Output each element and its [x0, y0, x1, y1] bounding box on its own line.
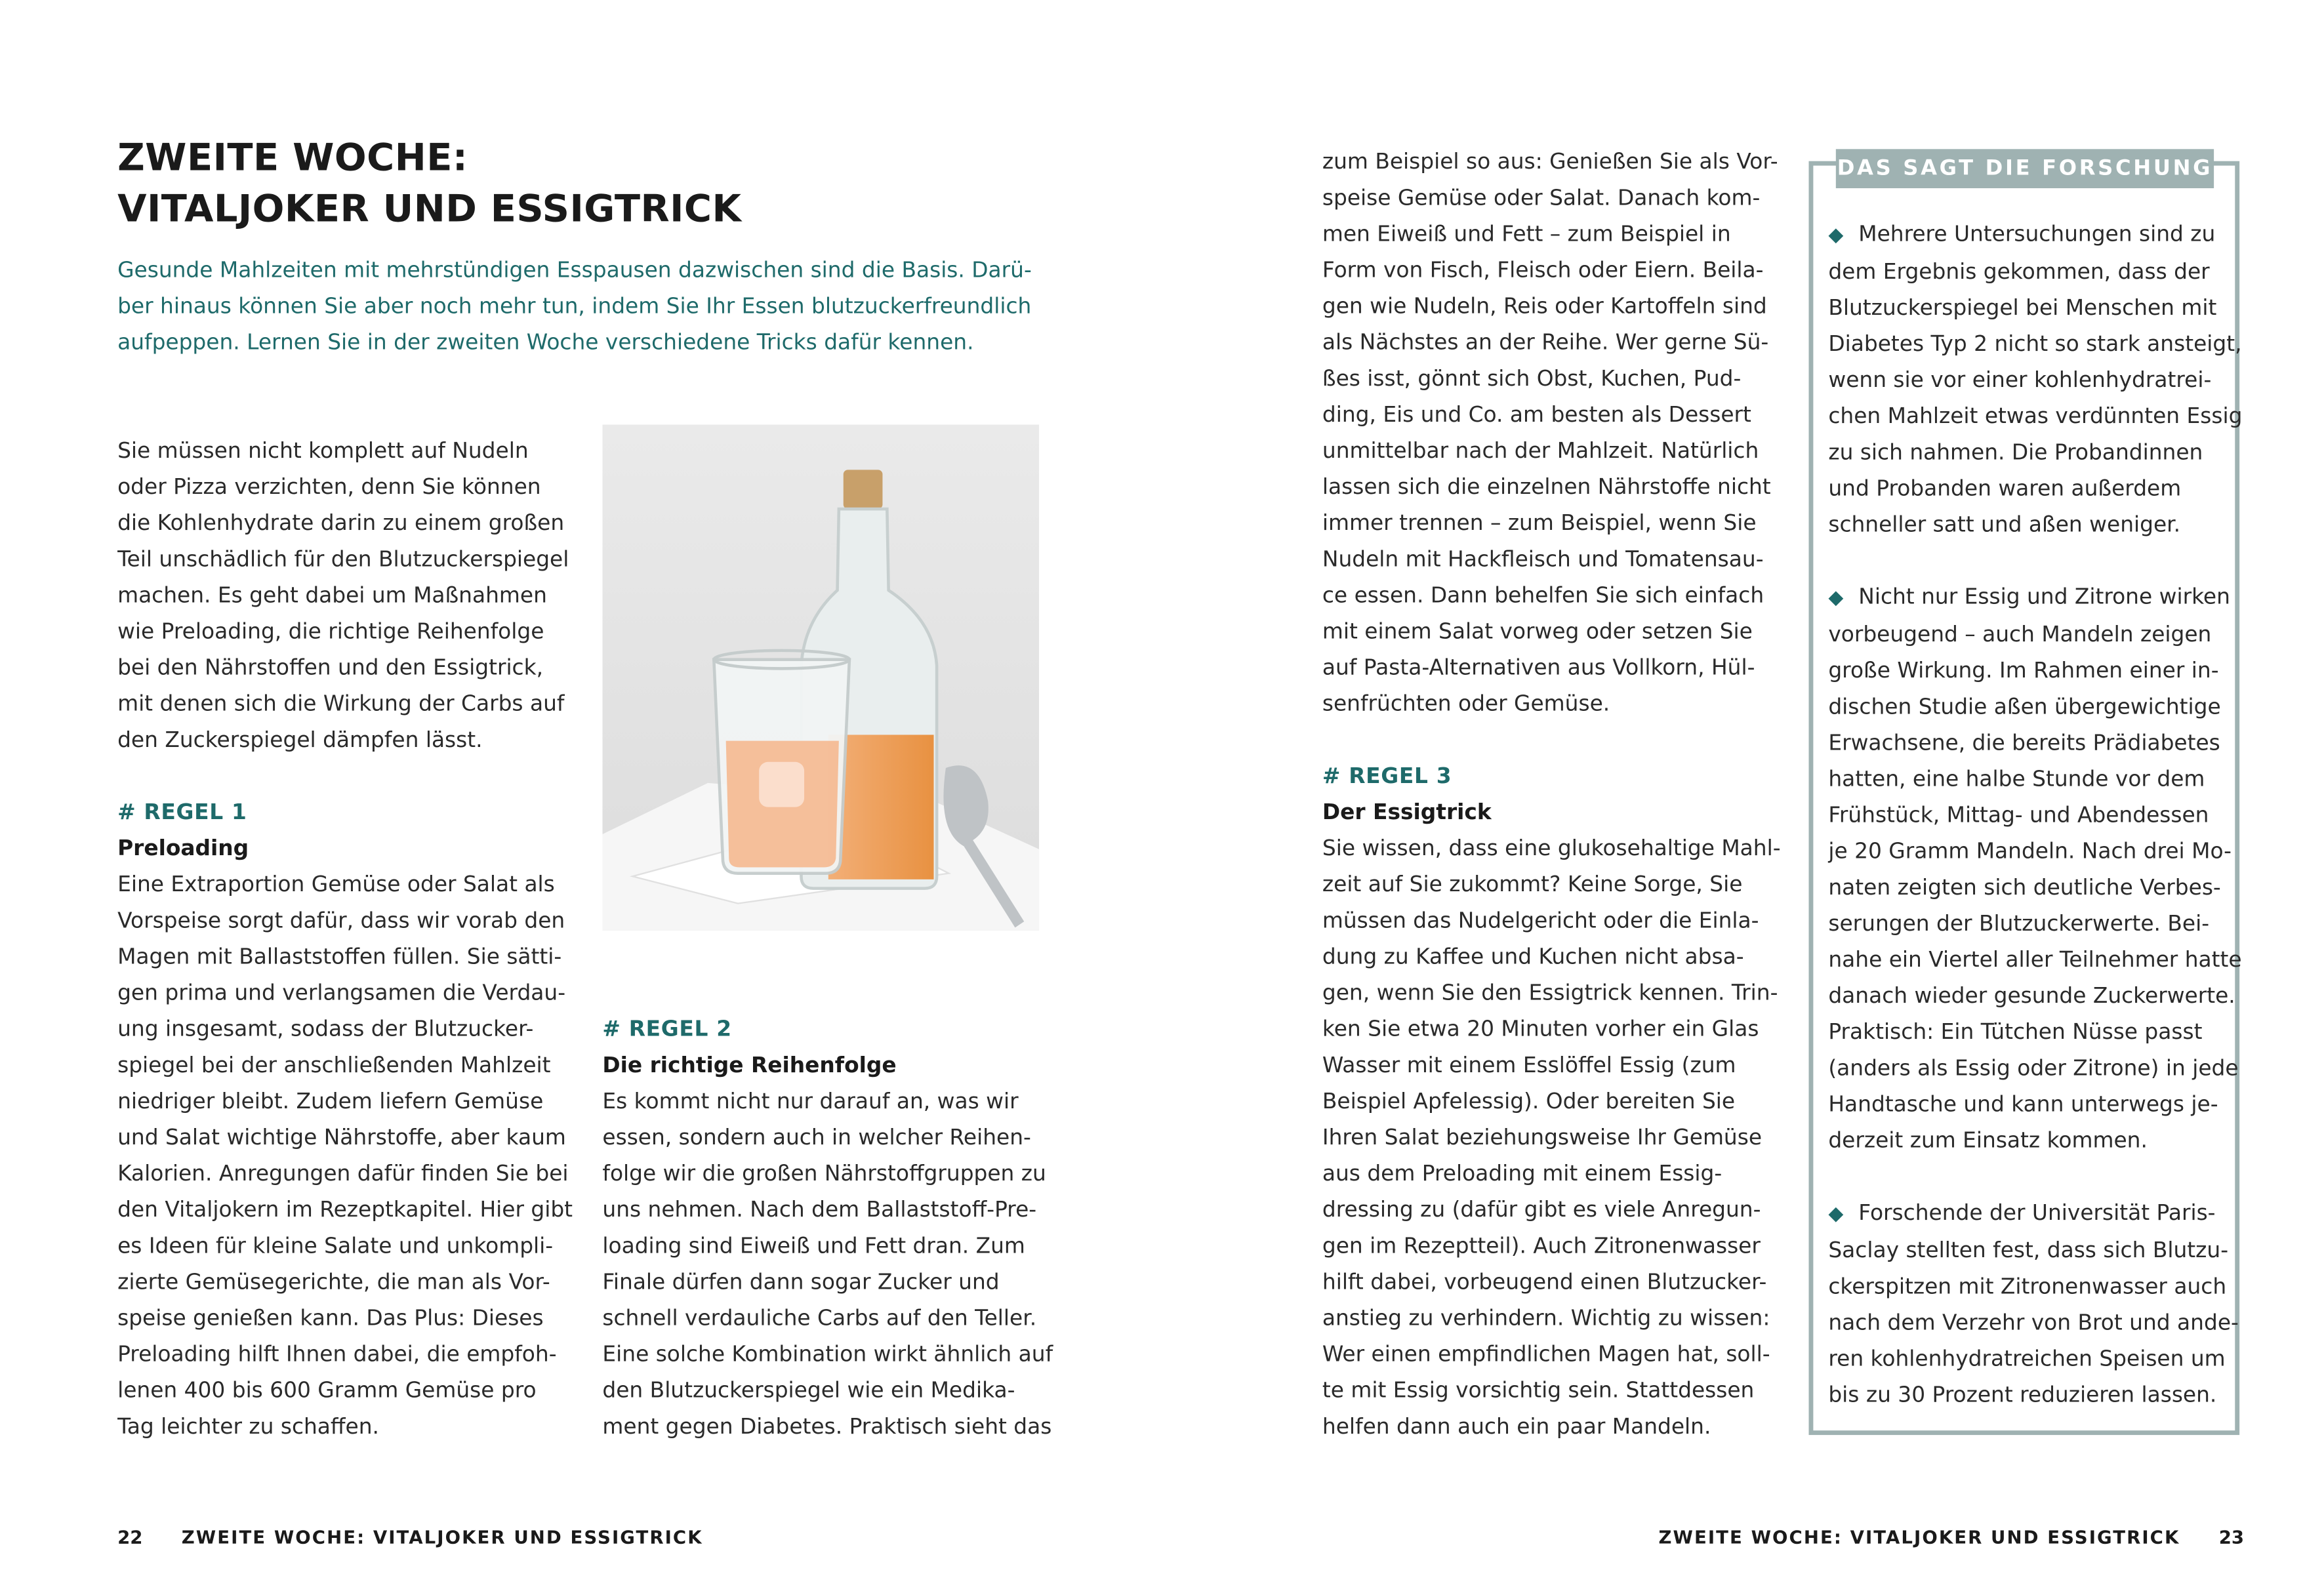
intro-line: aufpeppen. Lernen Sie in der zweiten Woche verschiedene Tricks dafür kennen. [117, 331, 974, 355]
right-column [1322, 144, 1781, 1445]
box-line: nahe ein Viertel aller Teilnehmer hatte [1828, 948, 2242, 973]
intro-paragraph [117, 253, 1081, 361]
body-line: men Eiweiß und Fett – zum Beispiel in [1322, 222, 1731, 247]
body-line: Ihren Salat beziehungsweise Ihr Gemüse [1322, 1126, 1763, 1151]
intro-line: Gesunde Mahlzeiten mit mehrstündigen Esspausen dazwischen sind die Basis. Darü- [117, 258, 1032, 283]
box-line: dem Ergebnis gekommen, dass der [1828, 260, 2210, 285]
box-line: Saclay stellten fest, dass sich Blutzu- [1828, 1239, 2229, 1264]
box-line: derzeit zum Einsatz kommen. [1828, 1129, 2148, 1154]
box-line: Blutzuckerspiegel bei Menschen mit [1828, 296, 2217, 321]
body-line: uns nehmen. Nach dem Ballaststoff-Pre- [602, 1198, 1037, 1223]
body-line: machen. Es geht dabei um Maßnahmen [117, 584, 547, 609]
regel-2-heading: Die richtige Reihenfolge [602, 1054, 897, 1078]
body-line: Form von Fisch, Fleisch oder Eiern. Beila- [1322, 258, 1764, 283]
body-line: zierte Gemüsegerichte, die man als Vor- [117, 1270, 550, 1295]
page-number-right: 23 [2218, 1527, 2245, 1548]
research-item [1828, 1196, 2242, 1414]
body-line: als Nächstes an der Reihe. Wer gerne Sü- [1322, 331, 1769, 355]
box-line: serungen der Blutzuckerwerte. Bei- [1828, 912, 2210, 937]
box-line: Frühstück, Mittag- und Abendessen [1828, 804, 2209, 828]
regel-1-heading: Preloading [117, 837, 249, 862]
body-line: folge wir die großen Nährstoffgruppen zu [602, 1162, 1046, 1187]
body-line: ung insgesamt, sodass der Blutzucker- [117, 1018, 534, 1042]
title-line-2: VITALJOKER UND ESSIGTRICK [117, 186, 742, 231]
vinegar-photo [602, 424, 1039, 930]
body-line: te mit Essig vorsichtig sein. Stattdessen [1322, 1379, 1755, 1403]
title-line-1: ZWEITE WOCHE: [117, 135, 468, 180]
body-line: essen, sondern auch in welcher Reihen- [602, 1126, 1031, 1151]
box-line: nach dem Verzehr von Brot und ande- [1828, 1311, 2239, 1336]
body-line: anstieg zu verhindern. Wichtig zu wissen: [1322, 1306, 1770, 1331]
right-footer [1658, 1524, 2244, 1551]
body-line: Beispiel Apfelessig). Oder bereiten Sie [1322, 1090, 1736, 1115]
body-line: den Blutzuckerspiegel wie ein Medika- [602, 1379, 1015, 1403]
body-line: mit denen sich die Wirkung der Carbs auf [117, 693, 565, 717]
body-line: ken Sie etwa 20 Minuten vorher ein Glas [1322, 1018, 1759, 1042]
regel-3-heading: Der Essigtrick [1322, 801, 1492, 826]
research-item [1828, 580, 2242, 1159]
body-line: Teil unschädlich für den Blutzuckerspiegel [117, 548, 569, 573]
box-line: dischen Studie aßen übergewichtige [1828, 695, 2221, 720]
body-line: es Ideen für kleine Salate und unkompli- [117, 1234, 554, 1259]
body-line: loading sind Eiweiß und Fett dran. Zum [602, 1234, 1025, 1259]
page-title [117, 132, 1081, 235]
body-line: Nudeln mit Hackfleisch und Tomatensau- [1322, 548, 1764, 573]
body-line: unmittelbar nach der Mahlzeit. Natürlich [1322, 439, 1759, 464]
body-line: zeit auf Sie zukommt? Keine Sorge, Sie [1322, 873, 1743, 898]
box-line: bis zu 30 Prozent reduzieren lassen. [1828, 1384, 2217, 1408]
body-line: zum Beispiel so aus: Genießen Sie als Vor- [1322, 150, 1778, 175]
box-line: und Probanden waren außerdem [1828, 477, 2182, 502]
box-line: vorbeugend – auch Mandeln zeigen [1828, 623, 2212, 648]
body-line: auf Pasta-Alternativen aus Vollkorn, Hül- [1322, 656, 1755, 681]
left-column [117, 433, 573, 1445]
body-line: gen prima und verlangsamen die Verdau- [117, 981, 566, 1006]
regel-1-label: # REGEL 1 [117, 801, 247, 826]
vinegar-bottle-glass-image [602, 424, 1039, 930]
body-line: bei den Nährstoffen und den Essigtrick, [117, 656, 544, 681]
body-line: ßes isst, gönnt sich Obst, Kuchen, Pud- [1322, 367, 1742, 392]
body-line: Preloading hilft Ihnen dabei, die empfoh- [117, 1343, 557, 1367]
research-box-label: DAS SAGT DIE FORSCHUNG [1836, 149, 2214, 188]
box-line: Handtasche und kann unterwegs je- [1828, 1093, 2218, 1118]
box-line: hatten, eine halbe Stunde vor dem [1828, 767, 2205, 792]
body-line: mit einem Salat vorweg oder setzen Sie [1322, 620, 1753, 645]
body-line: Es kommt nicht nur darauf an, was wir [602, 1090, 1019, 1115]
box-line: schneller satt und aßen weniger. [1828, 513, 2181, 538]
body-line: lenen 400 bis 600 Gramm Gemüse pro [117, 1379, 537, 1403]
body-line: ding, Eis und Co. am besten als Dessert [1322, 403, 1751, 428]
body-line: Sie wissen, dass eine glukosehaltige Mahl- [1322, 837, 1781, 862]
box-line: danach wieder gesunde Zuckerwerte. [1828, 984, 2235, 1009]
middle-column [602, 1012, 1053, 1445]
body-line: lassen sich die einzelnen Nährstoffe nicht [1322, 475, 1771, 500]
body-line: die Kohlenhydrate darin zu einem großen [117, 512, 565, 536]
running-head-right: ZWEITE WOCHE: VITALJOKER UND ESSIGTRICK [1658, 1527, 2180, 1548]
intro-line: ber hinaus können Sie aber noch mehr tun, indem Sie Ihr Essen blutzuckerfreundlich [117, 295, 1032, 319]
body-line: Sie müssen nicht komplett auf Nudeln [117, 439, 529, 464]
body-line: Wasser mit einem Esslöffel Essig (zum [1322, 1054, 1736, 1078]
box-line: chen Mahlzeit etwas verdünnten Essig [1828, 405, 2243, 430]
research-item [1828, 217, 2242, 544]
body-line: dressing zu (dafür gibt es viele Anregun- [1322, 1198, 1761, 1223]
box-line: große Wirkung. Im Rahmen einer in- [1828, 659, 2219, 684]
body-line: gen, wenn Sie den Essigtrick kennen. Trin- [1322, 981, 1778, 1006]
box-line: naten zeigten sich deutliche Verbes- [1828, 876, 2221, 901]
regel-3-label: # REGEL 3 [1322, 765, 1452, 790]
body-line: ce essen. Dann behelfen Sie sich einfach [1322, 584, 1764, 609]
body-line: Finale dürfen dann sogar Zucker und [602, 1270, 1000, 1295]
body-line: und Salat wichtige Nährstoffe, aber kaum [117, 1126, 566, 1151]
body-line: hilft dabei, vorbeugend einen Blutzucker- [1322, 1270, 1767, 1295]
diamond-bullet-icon: ◆ [1828, 1203, 1844, 1226]
box-line: Erwachsene, die bereits Prädiabetes [1828, 731, 2220, 756]
box-line: (anders als Essig oder Zitrone) in jede [1828, 1057, 2239, 1081]
box-line: Praktisch: Ein Tütchen Nüsse passt [1828, 1020, 2203, 1045]
regel-2-label: # REGEL 2 [602, 1018, 732, 1042]
body-line: speise Gemüse oder Salat. Danach kom- [1322, 186, 1761, 211]
body-line: niedriger bleibt. Zudem liefern Gemüse [117, 1090, 544, 1115]
body-line: Magen mit Ballaststoffen füllen. Sie sätti- [117, 945, 562, 970]
body-line: ment gegen Diabetes. Praktisch sieht das [602, 1415, 1052, 1440]
running-head-left: ZWEITE WOCHE: VITALJOKER UND ESSIGTRICK [181, 1527, 703, 1548]
box-line: zu sich nahmen. Die Probandinnen [1828, 441, 2203, 466]
body-line: wie Preloading, die richtige Reihenfolge [117, 620, 544, 645]
body-line: gen wie Nudeln, Reis oder Kartoffeln sind [1322, 295, 1767, 319]
body-line: aus dem Preloading mit einem Essig- [1322, 1162, 1723, 1187]
page-number-left: 22 [117, 1527, 143, 1548]
body-line: Tag leichter zu schaffen. [117, 1415, 379, 1440]
body-line: spiegel bei der anschließenden Mahlzeit [117, 1054, 551, 1078]
body-line: oder Pizza verzichten, denn Sie können [117, 475, 541, 500]
body-line: Vorspeise sorgt dafür, dass wir vorab den [117, 909, 565, 934]
box-line: Nicht nur Essig und Zitrone wirken [1858, 586, 2230, 610]
box-line: je 20 Gramm Mandeln. Nach drei Mo- [1828, 840, 2232, 864]
body-line: senfrüchten oder Gemüse. [1322, 693, 1610, 717]
body-line: Kalorien. Anregungen dafür finden Sie bei [117, 1162, 569, 1187]
body-line: Wer einen empfindlichen Magen hat, soll- [1322, 1343, 1770, 1367]
research-box-content [1828, 217, 2242, 1414]
body-line: speise genießen kann. Das Plus: Dieses [117, 1306, 544, 1331]
body-line: immer trennen – zum Beispiel, wenn Sie [1322, 512, 1757, 536]
body-line: gen im Rezeptteil). Auch Zitronenwasser [1322, 1234, 1761, 1259]
body-line: den Vitaljokern im Rezeptkapitel. Hier gibt [117, 1198, 573, 1223]
diamond-bullet-icon: ◆ [1828, 224, 1844, 247]
body-line: müssen das Nudelgericht oder die Einla- [1322, 909, 1759, 934]
box-line: Mehrere Untersuchungen sind zu [1858, 222, 2216, 247]
body-line: dung zu Kaffee und Kuchen nicht absa- [1322, 945, 1744, 970]
box-line: Forschende der Universität Paris- [1858, 1201, 2216, 1226]
body-line: Eine Extraportion Gemüse oder Salat als [117, 873, 555, 898]
body-line: schnell verdauliche Carbs auf den Teller. [602, 1306, 1037, 1331]
box-line: ckerspitzen mit Zitronenwasser auch [1828, 1275, 2227, 1300]
body-line: helfen dann auch ein paar Mandeln. [1322, 1415, 1711, 1440]
box-line: wenn sie vor einer kohlenhydratrei- [1828, 369, 2212, 393]
left-footer [117, 1524, 703, 1551]
body-line: den Zuckerspiegel dämpfen lässt. [117, 729, 483, 753]
box-line: ren kohlenhydratreichen Speisen um [1828, 1347, 2226, 1372]
box-line: Diabetes Typ 2 nicht so stark ansteigt, [1828, 333, 2242, 357]
diamond-bullet-icon: ◆ [1828, 587, 1844, 610]
body-line: Eine solche Kombination wirkt ähnlich auf [602, 1343, 1053, 1367]
